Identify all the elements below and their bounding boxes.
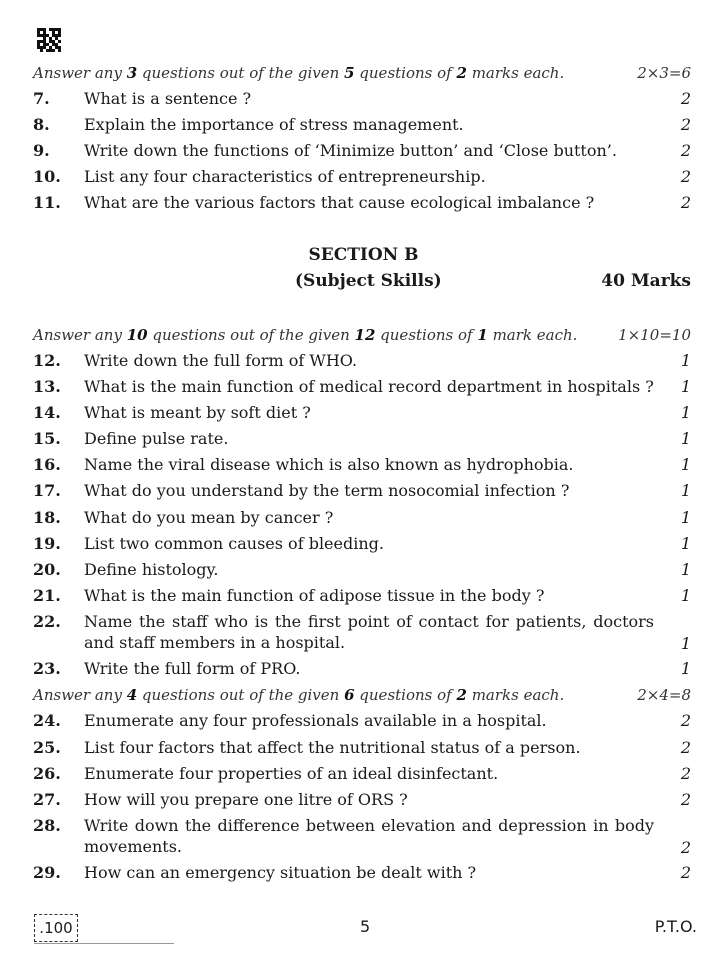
instruction-text: Answer any 10 questions out of the given 12 questions of 1 mark each. xyxy=(33,326,578,344)
question-marks: 2 xyxy=(680,764,691,783)
question-number: 25. xyxy=(33,738,61,757)
question-row xyxy=(33,862,691,886)
question-row xyxy=(33,454,691,478)
question-text: Define pulse rate. xyxy=(84,429,229,448)
question-marks: 2 xyxy=(680,115,691,134)
question-marks: 1 xyxy=(680,455,691,474)
question-number: 10. xyxy=(33,167,61,186)
question-row xyxy=(33,114,691,138)
question-marks: 2 xyxy=(680,738,691,757)
question-row xyxy=(33,763,691,787)
question-row xyxy=(33,533,691,557)
question-row xyxy=(33,350,691,374)
question-text: What is the main function of adipose tissue in the body ? xyxy=(84,586,545,605)
question-text: Name the viral disease which is also known as hydrophobia. xyxy=(84,455,574,474)
question-text: What is meant by soft diet ? xyxy=(84,403,311,422)
question-text: What do you understand by the term nosocomial infection ? xyxy=(84,481,570,500)
question-marks: 2 xyxy=(680,167,691,186)
question-row xyxy=(33,658,691,682)
paper-code: .100 xyxy=(34,914,78,942)
question-number: 12. xyxy=(33,351,61,370)
section-subtitle: (Subject Skills) xyxy=(295,271,442,291)
question-text: What are the various factors that cause ecological imbalance ? xyxy=(84,193,595,212)
question-text: Enumerate any four professionals available in a hospital. xyxy=(84,711,547,730)
question-text: Enumerate four properties of an ideal disinfectant. xyxy=(84,764,499,783)
question-row xyxy=(33,585,691,609)
question-marks: 1 xyxy=(680,351,691,370)
question-row xyxy=(33,192,691,216)
question-row xyxy=(33,710,691,734)
question-number: 17. xyxy=(33,481,61,500)
footer-divider xyxy=(34,943,174,944)
question-marks: 1 xyxy=(680,534,691,553)
question-text: Write the full form of PRO. xyxy=(84,659,301,678)
question-text: How can an emergency situation be dealt with ? xyxy=(84,863,477,882)
question-marks: 2 xyxy=(680,790,691,809)
question-text: Write down the difference between elevation and depression in body movements. xyxy=(84,816,654,856)
question-row xyxy=(33,376,691,400)
question-number: 21. xyxy=(33,586,61,605)
question-marks: 2 xyxy=(680,193,691,212)
question-number: 7. xyxy=(33,89,50,108)
question-marks: 2 xyxy=(680,89,691,108)
instruction-marks: 2×4=8 xyxy=(637,686,691,704)
question-number: 15. xyxy=(33,429,61,448)
question-text: Explain the importance of stress management. xyxy=(84,115,464,134)
question-marks: 1 xyxy=(680,508,691,527)
question-marks: 1 xyxy=(680,659,691,678)
instruction-line xyxy=(33,62,691,86)
question-row xyxy=(33,611,691,657)
question-row xyxy=(33,507,691,531)
question-row xyxy=(33,140,691,164)
instruction-marks: 2×3=6 xyxy=(637,64,691,82)
question-number: 28. xyxy=(33,816,61,835)
question-marks: 2 xyxy=(680,838,691,857)
question-number: 29. xyxy=(33,863,61,882)
question-text: What is the main function of medical record department in hospitals ? xyxy=(84,377,654,396)
question-marks: 1 xyxy=(680,560,691,579)
instruction-marks: 1×10=10 xyxy=(618,326,691,344)
question-marks: 1 xyxy=(680,586,691,605)
question-text: Write down the full form of WHO. xyxy=(84,351,358,370)
question-number: 9. xyxy=(33,141,50,160)
please-turn-over: P.T.O. xyxy=(654,917,697,936)
question-row xyxy=(33,815,691,861)
question-number: 13. xyxy=(33,377,61,396)
question-marks: 2 xyxy=(680,863,691,882)
question-marks: 2 xyxy=(680,141,691,160)
question-row xyxy=(33,166,691,190)
question-number: 23. xyxy=(33,659,61,678)
question-text: Define histology. xyxy=(84,560,219,579)
question-row xyxy=(33,480,691,504)
question-marks: 1 xyxy=(680,634,691,653)
question-number: 24. xyxy=(33,711,61,730)
question-text: Write down the functions of ‘Minimize button’ and ‘Close button’. xyxy=(84,141,617,160)
question-text: How will you prepare one litre of ORS ? xyxy=(84,790,408,809)
question-row xyxy=(33,559,691,583)
question-row xyxy=(33,88,691,112)
question-number: 27. xyxy=(33,790,61,809)
question-row xyxy=(33,789,691,813)
question-row xyxy=(33,402,691,426)
question-text: List any four characteristics of entrepreneurship. xyxy=(84,167,486,186)
question-text: What is a sentence ? xyxy=(84,89,252,108)
question-number: 11. xyxy=(33,193,61,212)
instruction-line xyxy=(33,324,691,348)
question-marks: 2 xyxy=(680,711,691,730)
question-marks: 1 xyxy=(680,403,691,422)
question-text: Name the staff who is the first point of contact for patients, doctors and staff members in a hospital. xyxy=(84,612,654,652)
instruction-text: Answer any 3 questions out of the given 5 questions of 2 marks each. xyxy=(33,64,565,82)
question-number: 18. xyxy=(33,508,61,527)
question-number: 22. xyxy=(33,612,61,631)
section-title: SECTION B xyxy=(308,245,419,265)
question-number: 20. xyxy=(33,560,61,579)
question-number: 8. xyxy=(33,115,50,134)
qr-code-icon xyxy=(37,28,61,52)
question-row xyxy=(33,737,691,761)
question-text: List two common causes of bleeding. xyxy=(84,534,384,553)
question-marks: 1 xyxy=(680,481,691,500)
page-number: 5 xyxy=(360,917,371,936)
question-number: 19. xyxy=(33,534,61,553)
question-marks: 1 xyxy=(680,377,691,396)
question-number: 16. xyxy=(33,455,61,474)
instruction-line xyxy=(33,684,691,708)
section-marks: 40 Marks xyxy=(601,271,691,291)
question-number: 26. xyxy=(33,764,61,783)
instruction-text: Answer any 4 questions out of the given 6 questions of 2 marks each. xyxy=(33,686,565,704)
question-row xyxy=(33,428,691,452)
question-text: List four factors that affect the nutritional status of a person. xyxy=(84,738,581,757)
question-marks: 1 xyxy=(680,429,691,448)
question-number: 14. xyxy=(33,403,61,422)
question-text: What do you mean by cancer ? xyxy=(84,508,334,527)
